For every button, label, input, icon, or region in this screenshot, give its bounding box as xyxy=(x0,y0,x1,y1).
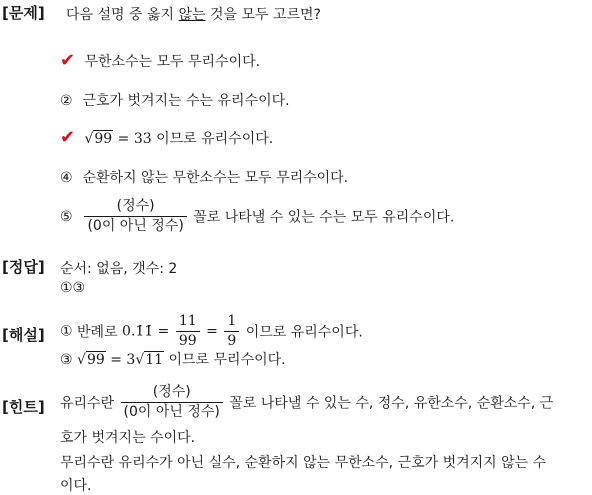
fraction-numerator: 11 xyxy=(176,313,200,332)
fraction-numerator: (정수) xyxy=(84,198,186,217)
question-underlined: 않는 xyxy=(178,7,206,23)
option-5-fraction xyxy=(84,198,186,235)
fraction-denominator: 9 xyxy=(227,333,237,349)
explanation-fraction-1 xyxy=(176,313,200,350)
fraction-numerator: (정수) xyxy=(121,384,223,403)
hint-line-2: 호가 벗겨지는 수이다. xyxy=(60,430,196,446)
hint-line-4: 이다. xyxy=(60,478,92,494)
hint-1-post: 꼴로 나타낼 수 있는 수, 정수, 유한소수, 순환소수, 근 xyxy=(224,395,554,412)
option-2-marker: ② xyxy=(60,93,73,109)
sqrt-radicand: 11 xyxy=(145,352,164,368)
option-3-equation: = 33 xyxy=(113,131,152,147)
explanation-2-marker: ③ xyxy=(60,352,73,368)
explanation-fraction-2 xyxy=(224,313,239,350)
fraction-numerator: 1 xyxy=(224,313,239,332)
option-4-text: 순환하지 않는 무한소수는 모두 무리수이다. xyxy=(82,170,349,186)
sqrt-radicand: 99 xyxy=(86,352,105,368)
answer-line-2: ①③ xyxy=(60,280,86,296)
hint-tag: [힌트] xyxy=(2,398,45,416)
sqrt-expression: √99 xyxy=(77,352,105,368)
option-4-marker: ④ xyxy=(60,170,73,186)
option-3 xyxy=(60,127,273,148)
question-post: 것을 모두 고르면? xyxy=(205,7,321,23)
option-1-text: 무한소수는 모두 무리수이다. xyxy=(84,54,261,70)
option-5-marker: ⑤ xyxy=(60,208,73,225)
hint-fraction xyxy=(121,384,223,421)
option-2 xyxy=(60,90,290,110)
hint-line-1 xyxy=(60,384,553,421)
explanation-1-marker: ① xyxy=(60,323,73,340)
explanation-tag: [해설] xyxy=(2,326,45,344)
check-mark-icon: ✔ xyxy=(60,127,76,148)
hint-1-pre: 유리수란 xyxy=(60,395,119,412)
fraction-denominator: (0이 아닌 정수) xyxy=(123,404,220,420)
sqrt-expression: √11 xyxy=(135,352,164,368)
explanation-line-1: ① 반례로 0.1̇1̇ = $\frac{11}{99}$ = $\frac{1}{9}$ 이므로 유리수이다. xyxy=(60,313,363,349)
explanation-2-suffix: 이므로 무리수이다. xyxy=(164,352,286,368)
option-2-text: 근호가 벗겨지는 수는 유리수이다. xyxy=(82,93,290,109)
sqrt-expression: √99 xyxy=(84,131,113,147)
repeating-decimal: 0.1̇1̇ xyxy=(122,323,154,340)
option-5 xyxy=(60,198,454,235)
explanation-1-pre: 반례로 xyxy=(77,324,123,341)
fraction-denominator: (0이 아닌 정수) xyxy=(87,218,184,234)
question-text xyxy=(66,4,321,24)
problem-tag: [문제] xyxy=(2,4,45,22)
option-5-suffix: 꼴로 나타낼 수 있는 수는 모두 유리수이다. xyxy=(188,209,455,226)
check-mark-icon: ✔ xyxy=(60,50,76,71)
hint-line-3: 무리수란 유리수가 아닌 실수, 순환하지 않는 무한소수, 근호가 벗겨지지 않는 수 xyxy=(60,455,547,471)
explanation-line-2 xyxy=(60,349,286,369)
option-3-suffix: 이므로 유리수이다. xyxy=(151,131,274,147)
fraction-denominator: 99 xyxy=(178,333,197,349)
explanation-1-suffix: 이므로 유리수이다. xyxy=(241,324,363,341)
answer-line-1: 순서: 없음, 갯수: 2 xyxy=(60,261,178,277)
answer-tag: [정답] xyxy=(2,258,45,276)
option-1 xyxy=(60,50,260,71)
explanation-2-equation: = 3 xyxy=(105,352,136,368)
option-4 xyxy=(60,167,348,187)
sqrt-radicand: 99 xyxy=(94,131,113,147)
question-pre: 다음 설명 중 옳지 xyxy=(66,7,179,23)
